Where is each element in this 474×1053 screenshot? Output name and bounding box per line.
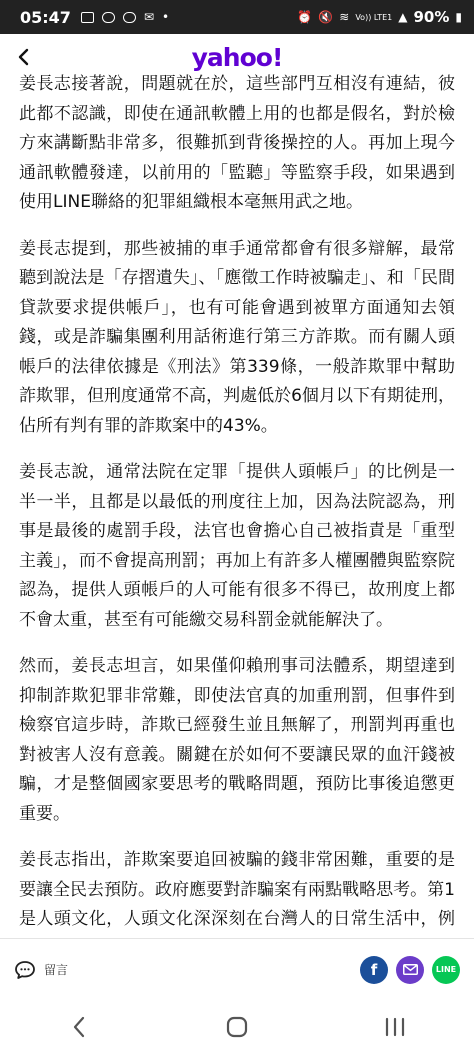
alarm-icon: ⏰: [297, 10, 313, 24]
status-time: 05:47: [20, 7, 71, 27]
chevron-left-icon: [17, 48, 29, 66]
wifi-icon: ≋: [339, 10, 350, 24]
yahoo-logo: yahoo!: [191, 42, 283, 72]
battery-icon: ▮: [455, 10, 462, 24]
comment-label: 留言: [44, 963, 69, 977]
nav-home-button[interactable]: [207, 1007, 267, 1047]
battery-level: 90%: [413, 8, 450, 26]
mail-notification-icon: ✉: [143, 10, 154, 24]
line-notification-icon: [102, 12, 115, 23]
bottom-action-bar: [0, 938, 474, 1000]
article-paragraph: 姜長志提到，那些被捕的車手通常都會有很多辯解，最常聽到說法是「存摺遺失」、「應徵工作時被騙走」、和「民間貸款要求提供帳戶」，也有可能會遇到被單方面通知去領錢，或是詐騙集團利用話術進行第三方詐欺。而有關人頭帳戶的法律依據是《刑法》第339條，一般詐欺罪中幫助詐欺罪，但刑度通常不高，判處低於6個月以下有期徒刑，佔所有判有罪的詐欺案中的43%。: [19, 238, 455, 436]
line-share-button[interactable]: [432, 956, 460, 984]
network-label: Vo)) LTE1: [355, 12, 393, 22]
mail-share-button[interactable]: [396, 956, 424, 984]
signal-icon: ▲: [398, 10, 408, 24]
article-paragraph: 姜長志指出，詐欺案要追回被騙的錢非常困難，重要的是要讓全民去預防。政府應要對詐騙案有兩點戰略思考。第1是人頭文化，人頭文化深深刻在台灣人的日常生活中，例: [19, 850, 455, 929]
article-paragraph: 然而，姜長志坦言，如果僅仰賴刑事司法體系，期望達到抑制詐欺犯罪非常難，即使法官真的加重刑罰，但事件到檢察官這步時，詐欺已經發生並且無解了，刑罰判再重也對被害人沒有意義。關鍵在於如何不要讓民眾的血汗錢被騙，才是整個國家要思考的戰略問題，預防比事後追懲更重要。: [19, 656, 455, 824]
system-icons: [297, 8, 462, 26]
more-notifications-icon: •: [162, 10, 170, 24]
comment-bubble-icon: [14, 960, 36, 980]
article-paragraph: 姜長志接著說，問題就在於，這些部門互相沒有連結，彼此都不認識，即使在通訊軟體上用的也都是假名，對於檢方來講斷點非常多，很難抓到背後操控的人。再加上現今通訊軟體發達，以前用的「監聽」等監察手段，如果遇到使用LINE聯絡的犯罪組織根本毫無用武之地。: [19, 74, 455, 212]
article-paragraph: 姜長志說，通常法院在定罪「提供人頭帳戶」的比例是一半一半，且都是以最低的刑度往上加，因為法院認為，刑事是最後的處罰手段，法官也會擔心自己被指責是「重型主義」，而不會提高刑罰；再加上有許多人權團體與監察院認為，提供人頭帳戶的人可能有很多不得已，故刑度上都不會太重，甚至有可能繳交易科罰金就能解決了。: [19, 462, 455, 630]
comment-button[interactable]: [14, 960, 68, 980]
status-bar: [0, 0, 474, 34]
nav-recents-button[interactable]: [365, 1007, 425, 1047]
mute-icon: 🔇: [318, 10, 334, 24]
facebook-icon: f: [370, 960, 378, 979]
line-icon: LINE: [435, 965, 457, 974]
system-nav-bar: [0, 1000, 474, 1053]
article-body: [19, 74, 455, 933]
notification-icons: [81, 10, 169, 24]
chat-notification-icon: [123, 12, 136, 23]
share-buttons: [360, 956, 460, 984]
home-icon: [226, 1016, 248, 1038]
mail-icon: [403, 964, 418, 975]
recents-icon: [384, 1017, 406, 1037]
back-icon: [72, 1016, 86, 1038]
nav-back-button[interactable]: [49, 1007, 109, 1047]
facebook-share-button[interactable]: [360, 956, 388, 984]
gallery-icon: [81, 12, 94, 23]
